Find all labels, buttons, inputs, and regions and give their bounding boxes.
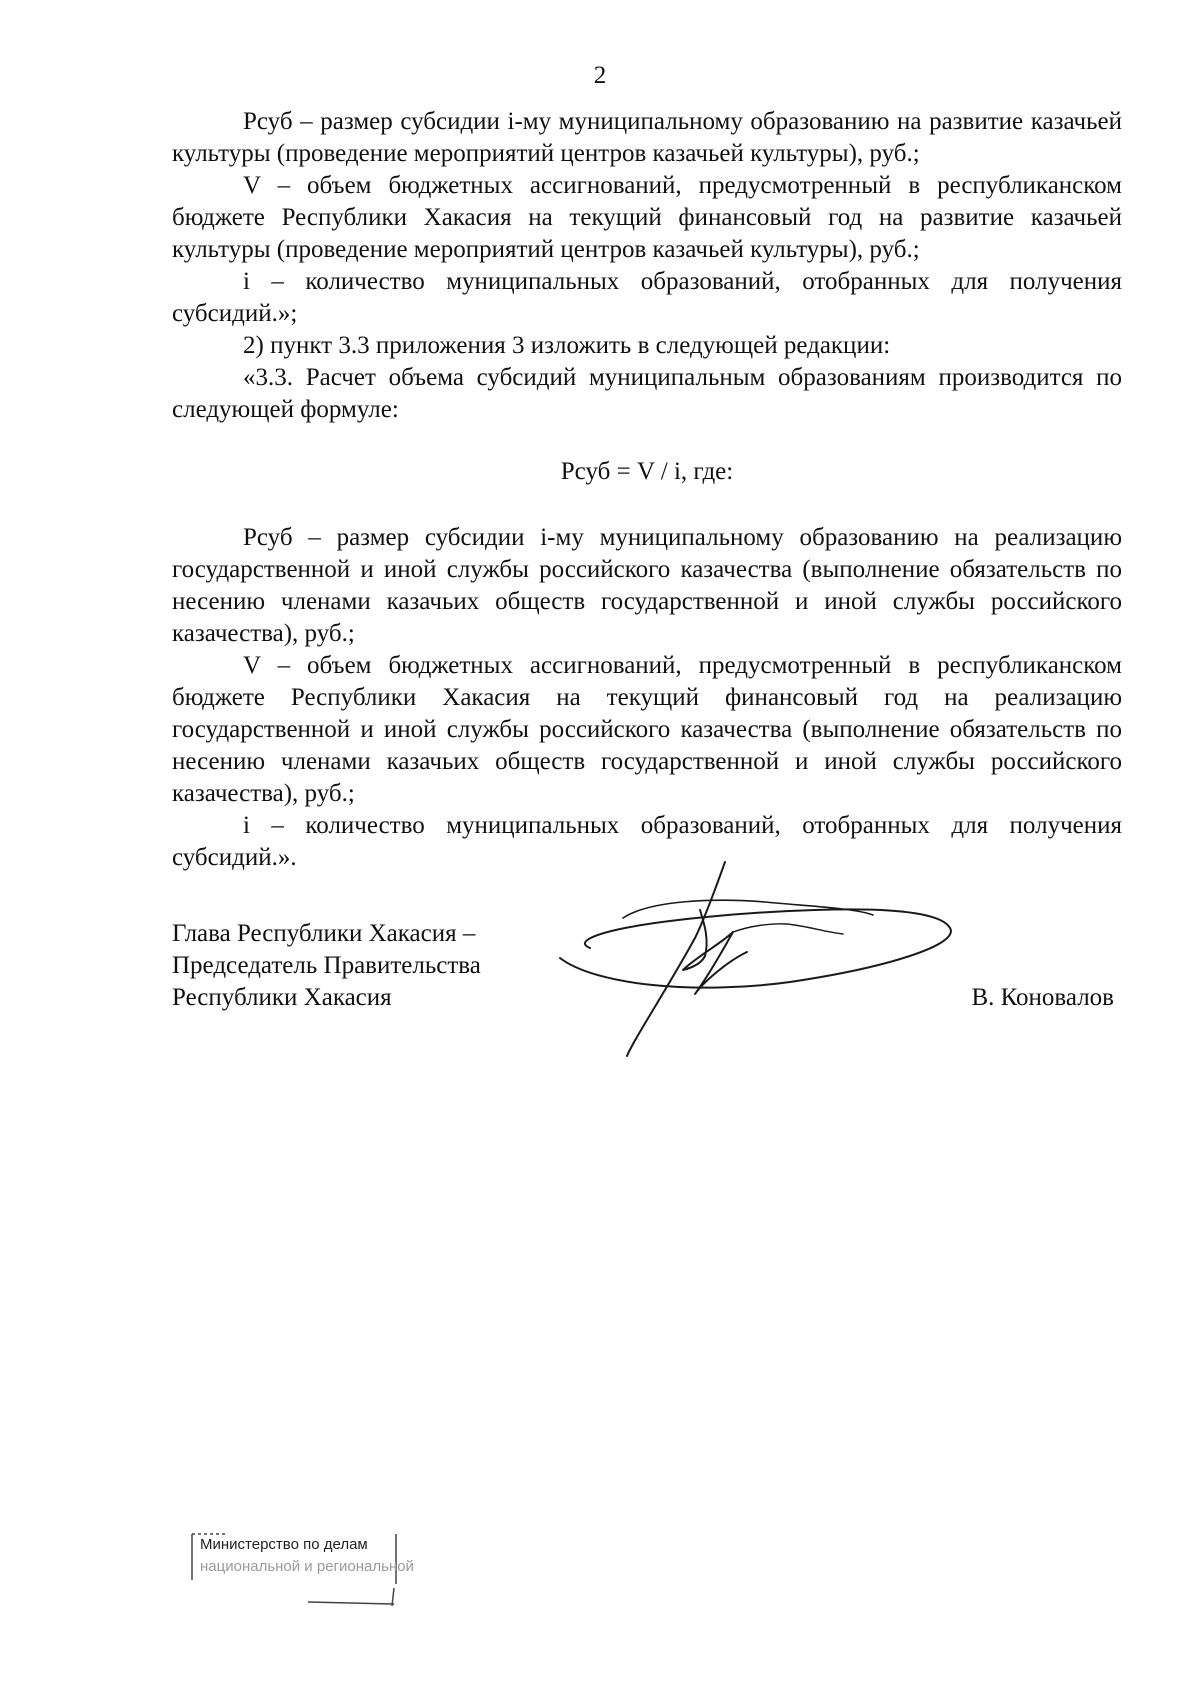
paragraph-v-definition-service: V – объем бюджетных ассигнований, предусмотренный в республиканском бюджете Республики Хакасия на текущий финансовый год на реализацию государственной и иной службы российского казачества (выполнение обязательств по несению членами казачьих обществ государственной и иной службы российского казачества), руб.; — [172, 652, 1122, 807]
signatory-title-line: Республики Хакасия — [172, 984, 392, 1011]
signatory-title-line: Председатель Правительства — [172, 952, 481, 979]
signatory-title-line: Глава Республики Хакасия – — [172, 920, 476, 947]
paragraph-amendment-point-2: 2) пункт 3.3 приложения 3 изложить в следующей редакции: — [243, 332, 891, 359]
paragraph-rsub-definition-culture: Рсуб – размер субсидии i-му муниципальному образованию на развитие казачьей культуры (проведение мероприятий центров казачьей культуры), руб.; — [172, 108, 1122, 167]
paragraph-i-definition-culture: i – количество муниципальных образований, отобранных для получения субсидий.»; — [172, 268, 1122, 327]
signature-loop-stroke — [560, 909, 951, 987]
signature-vertical-stroke — [627, 862, 725, 1056]
paragraph-i-definition-service: i – количество муниципальных образований, отобранных для получения субсидий.». — [172, 812, 1122, 871]
formula: Рсуб = V / i, где: — [560, 458, 734, 485]
signatory-title — [172, 918, 481, 1014]
signature-flourish-stroke — [733, 924, 843, 934]
handwritten-signature — [555, 860, 975, 1060]
stamp-text-line-1: Министерство по делам — [200, 1536, 368, 1553]
page-number: 2 — [593, 62, 607, 89]
paragraph-rsub-definition-service: Рсуб – размер субсидии i-му муниципальному образованию на реализацию государственной и иной службы российского казачества (выполнение обязательств по несению членами казачьих обществ государственной и иной службы российского казачества), руб.; — [172, 524, 1122, 647]
stamp-text-line-2: национальной и региональной — [200, 1558, 414, 1575]
paragraph-clause-3-3: «3.3. Расчет объема субсидий муниципальным образованиям производится по следующей формуле: — [172, 364, 1122, 423]
document-body — [172, 106, 1122, 874]
paragraph-v-definition-culture: V – объем бюджетных ассигнований, предусмотренный в республиканском бюджете Республики Хакасия на текущий финансовый год на развитие казачьей культуры (проведение мероприятий центров казачьей культуры), руб.; — [172, 172, 1122, 263]
signatory-name: В. Коновалов — [971, 984, 1114, 1011]
registration-stamp — [188, 1530, 414, 1610]
signature-zigzag-stroke — [683, 910, 747, 994]
